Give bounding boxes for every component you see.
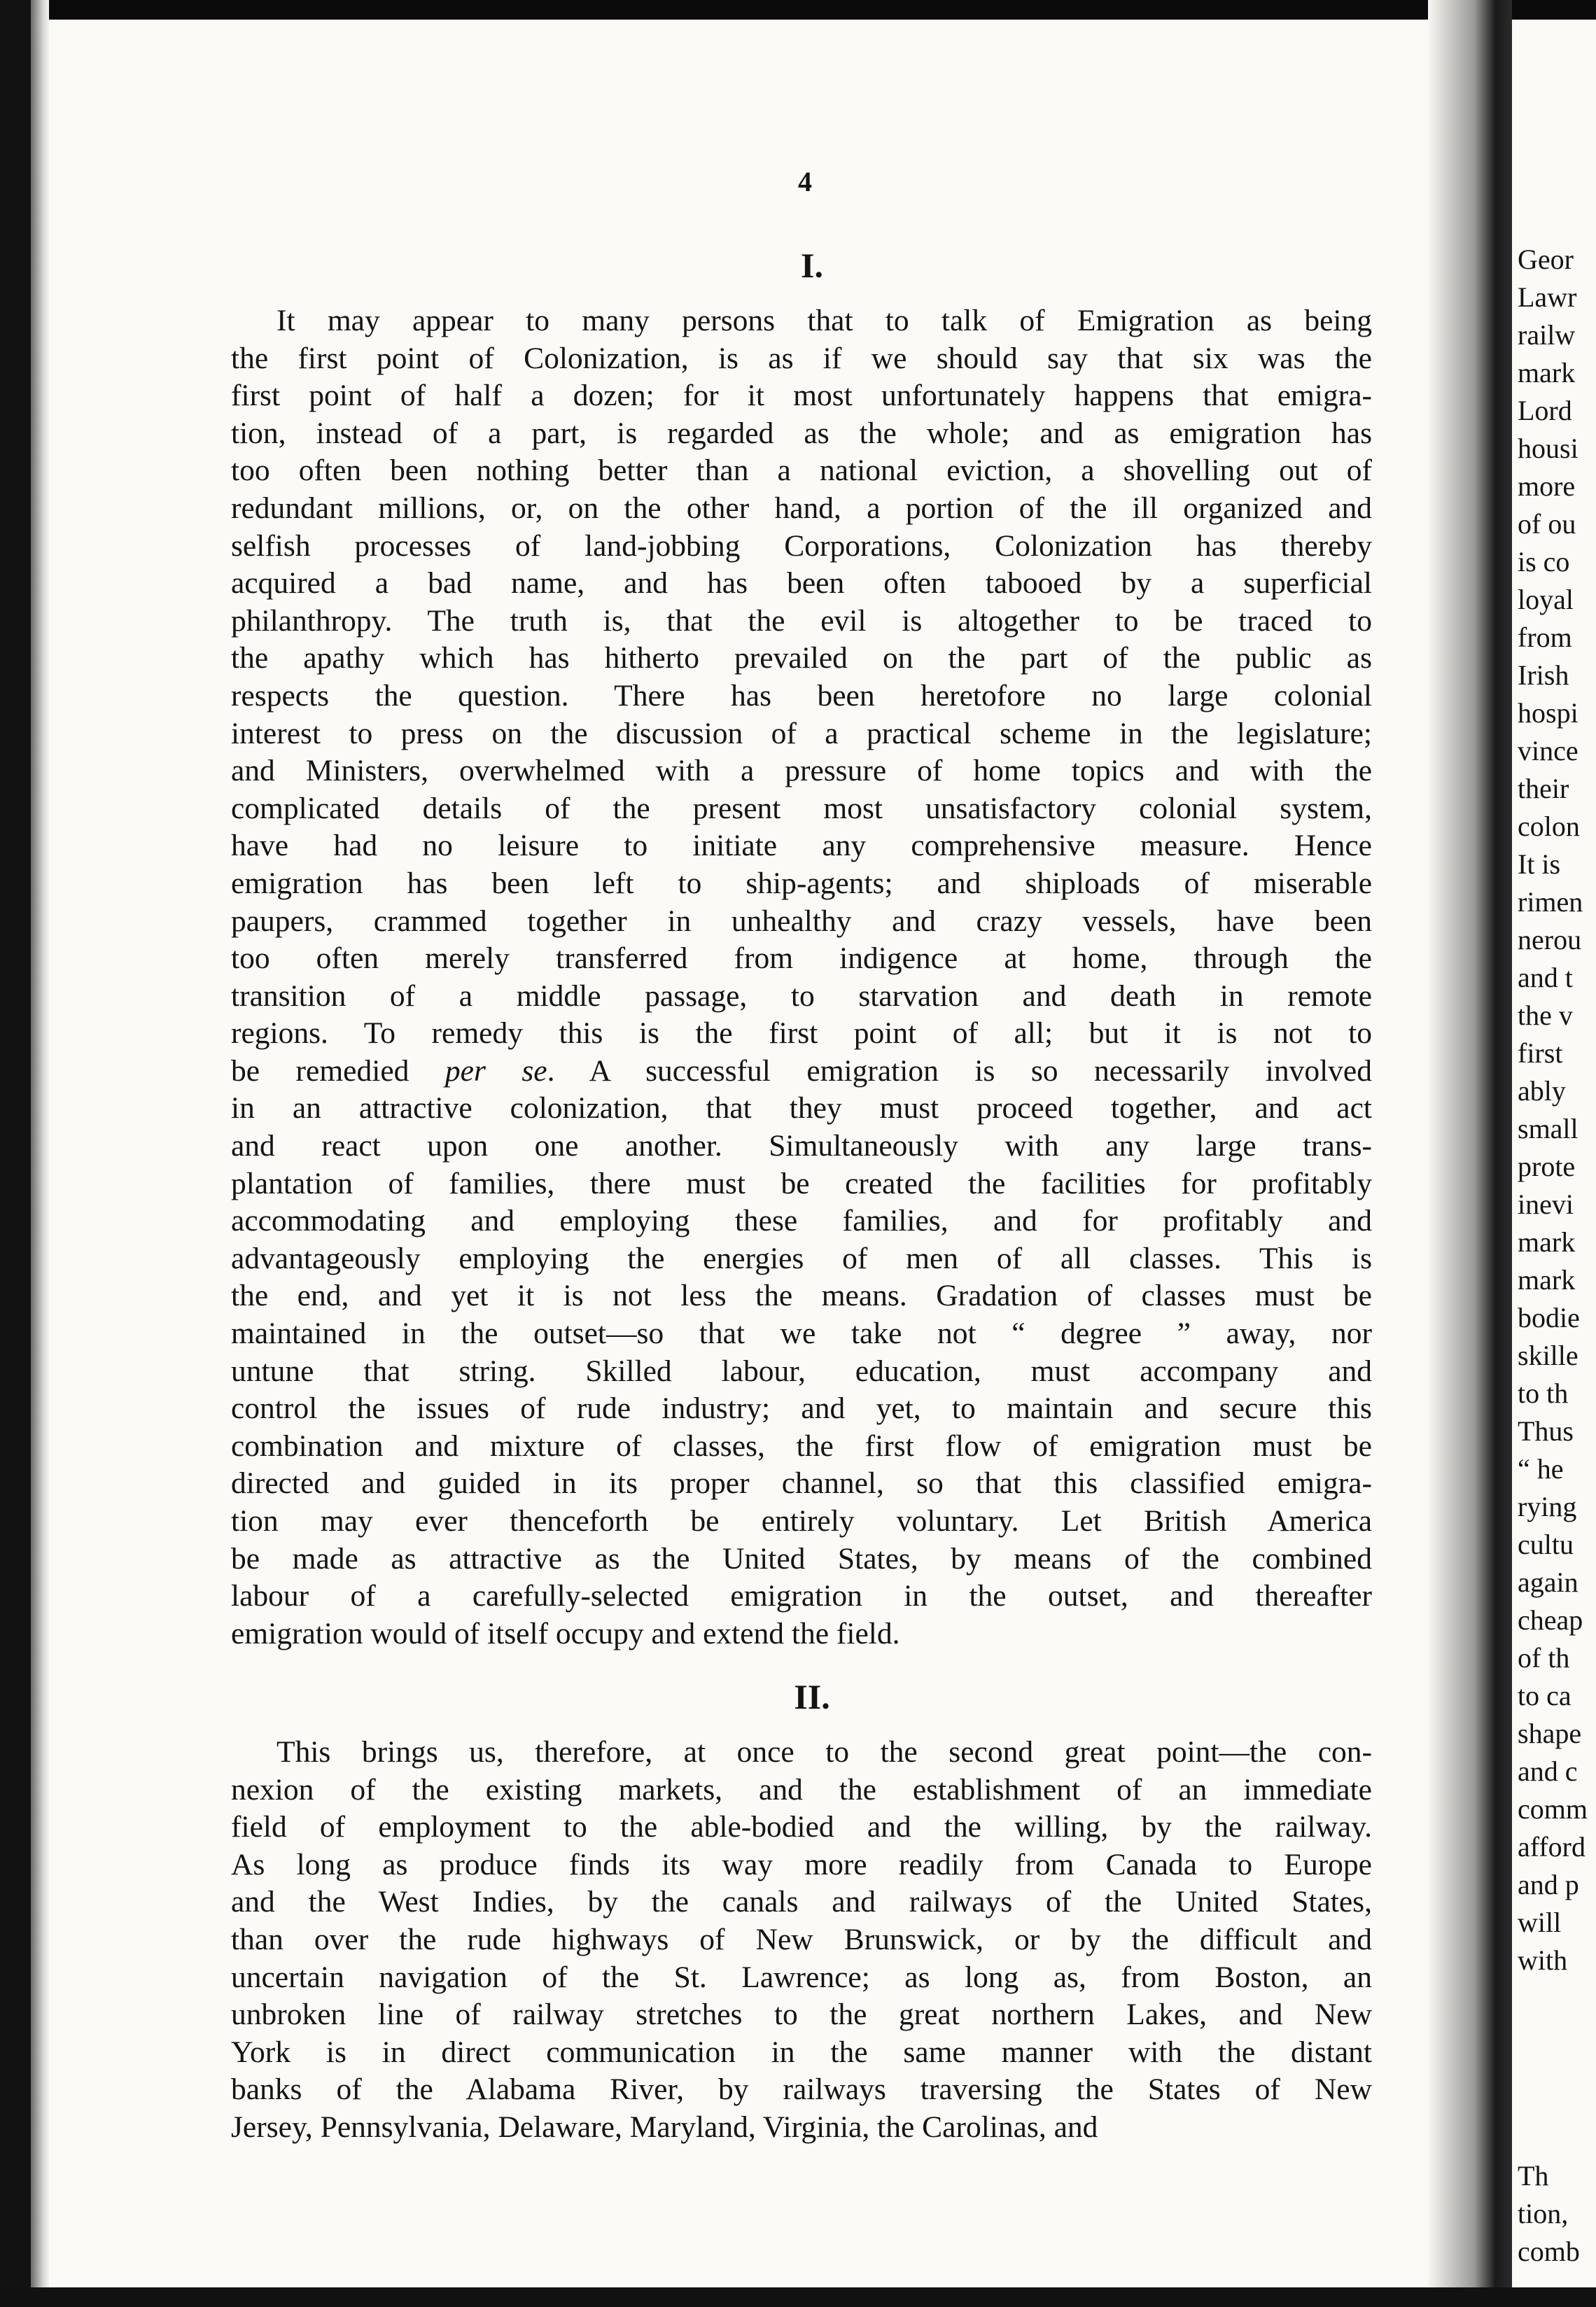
facing-page-fragment: Irish xyxy=(1518,659,1569,691)
facing-page-fragment: Th xyxy=(1518,2160,1549,2192)
text-line: labour of a carefully-selected emigration in the outset, and thereafter xyxy=(231,1579,1372,1613)
text-line: tion may ever thenceforth be entirely voluntary. Let British America xyxy=(231,1504,1372,1538)
text-line: nexion of the existing markets, and the establishment of an immediate xyxy=(231,1772,1372,1807)
text-line: the apathy which has hitherto prevailed on the part of the public as xyxy=(231,641,1372,675)
text-line: and react upon one another. Simultaneously with any large trans- xyxy=(231,1129,1372,1163)
facing-page-fragment: hospi xyxy=(1518,697,1578,729)
facing-page-fragment: of ou xyxy=(1518,508,1576,540)
text-line: untune that string. Skilled labour, education, must accompany and xyxy=(231,1354,1372,1388)
text-line: paupers, crammed together in unhealthy and crazy vessels, have been xyxy=(231,904,1372,938)
facing-page-fragment: the v xyxy=(1518,1000,1573,1031)
facing-page-fragment: comm xyxy=(1518,1793,1588,1825)
facing-page-fragment: more xyxy=(1518,470,1576,502)
facing-page-fragment: cheap xyxy=(1518,1604,1583,1636)
facing-page-fragment: ably xyxy=(1518,1075,1566,1107)
text-line: As long as produce finds its way more readily from Canada to Europe xyxy=(231,1847,1372,1881)
section-1-body xyxy=(231,302,1372,1653)
text-line: too often merely transferred from indigence at home, through the xyxy=(231,941,1372,976)
facing-page-fragment: mark xyxy=(1518,1226,1576,1258)
facing-page-fragment: Geor xyxy=(1518,244,1574,275)
text-line: directed and guided in its proper channel, so that this classified emigra- xyxy=(231,1466,1372,1501)
facing-page-fragment: rying xyxy=(1518,1491,1577,1522)
text-line: the end, and yet it is not less the means. Gradation of classes must be xyxy=(231,1279,1372,1313)
facing-page-fragment: again xyxy=(1518,1566,1578,1598)
text-line: be remedied per se. A successful emigration is so necessarily involved xyxy=(231,1053,1372,1088)
text-line: unbroken line of railway stretches to the great northern Lakes, and New xyxy=(231,1998,1372,2032)
facing-page-fragment: loyal xyxy=(1518,584,1574,615)
text-line: accommodating and employing these families, and for profitably and xyxy=(231,1204,1372,1238)
facing-page-fragments xyxy=(1518,241,1588,1979)
facing-page-fragment: shape xyxy=(1518,1718,1582,1749)
text-line: uncertain navigation of the St. Lawrence; as long as, from Boston, an xyxy=(231,1960,1372,1994)
facing-page-fragment: tion, xyxy=(1518,2198,1569,2229)
facing-page-fragment: colon xyxy=(1518,811,1580,842)
text-line: philanthropy. The truth is, that the evil is altogether to be traced to xyxy=(231,603,1372,638)
text-line: emigration has been left to ship-agents; and shiploads of miserable xyxy=(231,866,1372,900)
facing-page-fragment: mark xyxy=(1518,357,1576,388)
facing-page-fragment: bodie xyxy=(1518,1302,1580,1333)
facing-page-fragment: nerou xyxy=(1518,924,1582,955)
text-line: interest to press on the discussion of a practical scheme in the legislature; xyxy=(231,716,1372,750)
facing-page-fragment: Thus xyxy=(1518,1415,1574,1447)
scan-border-bottom xyxy=(0,2287,1596,2307)
text-line: emigration would of itself occupy and extend the field. xyxy=(231,1616,900,1650)
facing-page-fragment: Lord xyxy=(1518,395,1572,426)
text-line: be made as attractive as the United States, by means of the combined xyxy=(231,1541,1372,1576)
facing-page-fragment: and t xyxy=(1518,962,1573,993)
page-shadow-left xyxy=(31,0,49,2307)
facing-page-fragment: small xyxy=(1518,1113,1578,1144)
text-line: York is in direct communication in the same manner with the distant xyxy=(231,2035,1372,2069)
text-line: than over the rude highways of New Brunswick, or by the difficult and xyxy=(231,1922,1372,1956)
facing-page-fragment: afford xyxy=(1518,1831,1586,1863)
facing-page-fragment: and p xyxy=(1518,1869,1579,1900)
text-line: tion, instead of a part, is regarded as the whole; and as emigration has xyxy=(231,416,1372,450)
text-line: This brings us, therefore, at once to the second great point—the con- xyxy=(276,1735,1372,1769)
facing-page-fragment: to ca xyxy=(1518,1680,1572,1711)
facing-page-fragment: to th xyxy=(1518,1377,1569,1409)
text-line: respects the question. There has been heretofore no large colonial xyxy=(231,678,1372,713)
facing-page-fragments-lower xyxy=(1518,2157,1580,2271)
facing-page-fragment: inevi xyxy=(1518,1188,1574,1220)
scan-border-top xyxy=(0,0,1596,20)
facing-page-fragment: prote xyxy=(1518,1151,1576,1182)
facing-page-fragment: and c xyxy=(1518,1755,1578,1787)
text-line: too often been nothing better than a national eviction, a shovelling out of xyxy=(231,454,1372,488)
text-line: first point of half a dozen; for it most unfortunately happens that emigra- xyxy=(231,379,1372,413)
text-line: acquired a bad name, and has been often tabooed by a superficial xyxy=(231,566,1372,601)
facing-page-fragment: of th xyxy=(1518,1642,1570,1674)
section-heading-1: I. xyxy=(801,246,823,285)
text-line: It may appear to many persons that to talk of Emigration as being xyxy=(276,304,1372,337)
facing-page-fragment: It is xyxy=(1518,848,1561,880)
facing-page-fragment: first xyxy=(1518,1037,1563,1069)
text-line: the first point of Colonization, is as if we should say that six was the xyxy=(231,341,1372,375)
text-line: and Ministers, overwhelmed with a pressure of home topics and with the xyxy=(231,754,1372,788)
section-2-body xyxy=(231,1734,1372,2147)
text-line: regions. To remedy this is the first point of all; but it is not to xyxy=(231,1016,1372,1051)
facing-page-fragment: rimen xyxy=(1518,886,1583,918)
facing-page-fragment: Lawr xyxy=(1518,281,1577,313)
text-line: maintained in the outset—so that we take not “ degree ” away, nor xyxy=(231,1317,1372,1351)
text-line: selfish processes of land-jobbing Corporations, Colonization has thereby xyxy=(231,528,1372,563)
facing-page-fragment: with xyxy=(1518,1944,1568,1976)
text-line: Jersey, Pennsylvania, Delaware, Maryland, Virginia, the Carolinas, and xyxy=(231,2110,1098,2144)
text-line: have had no leisure to initiate any comprehensive measure. Hence xyxy=(231,829,1372,863)
text-line: complicated details of the present most unsatisfactory colonial system, xyxy=(231,791,1372,825)
facing-page-fragment: cultu xyxy=(1518,1529,1574,1560)
facing-page-fragment: mark xyxy=(1518,1264,1576,1296)
text-line: plantation of families, there must be created the facilities for profitably xyxy=(231,1166,1372,1200)
facing-page-fragment: “ he xyxy=(1518,1453,1564,1485)
text-line: control the issues of rude industry; and yet, to maintain and secure this xyxy=(231,1391,1372,1426)
scan-border-left xyxy=(0,0,31,2307)
text-line: and the West Indies, by the canals and railways of the United States, xyxy=(231,1885,1372,1919)
text-line: banks of the Alabama River, by railways traversing the States of New xyxy=(231,2073,1372,2107)
text-line: field of employment to the able-bodied and the willing, by the railway. xyxy=(231,1810,1372,1844)
text-line: transition of a middle passage, to starvation and death in remote xyxy=(231,979,1372,1013)
facing-page-fragment: railw xyxy=(1518,319,1576,351)
book-gutter xyxy=(1428,0,1512,2307)
section-heading-2: II. xyxy=(794,1677,830,1716)
page-number: 4 xyxy=(798,166,812,197)
facing-page-fragment: housi xyxy=(1518,433,1578,464)
facing-page-fragment: will xyxy=(1518,1907,1562,1938)
facing-page-fragment: is co xyxy=(1518,546,1570,577)
text-line: redundant millions, or, on the other hand, a portion of the ill organized and xyxy=(231,491,1372,525)
text-line: advantageously employing the energies of men of all classes. This is xyxy=(231,1241,1372,1275)
text-line: in an attractive colonization, that they must proceed together, and act xyxy=(231,1091,1372,1126)
facing-page-fragment: their xyxy=(1518,773,1569,804)
facing-page-fragment: from xyxy=(1518,622,1572,653)
text-line: combination and mixture of classes, the first flow of emigration must be xyxy=(231,1429,1372,1463)
facing-page-fragment: comb xyxy=(1518,2236,1580,2267)
facing-page-fragment: skille xyxy=(1518,1340,1578,1371)
facing-page-fragment: vince xyxy=(1518,735,1578,766)
